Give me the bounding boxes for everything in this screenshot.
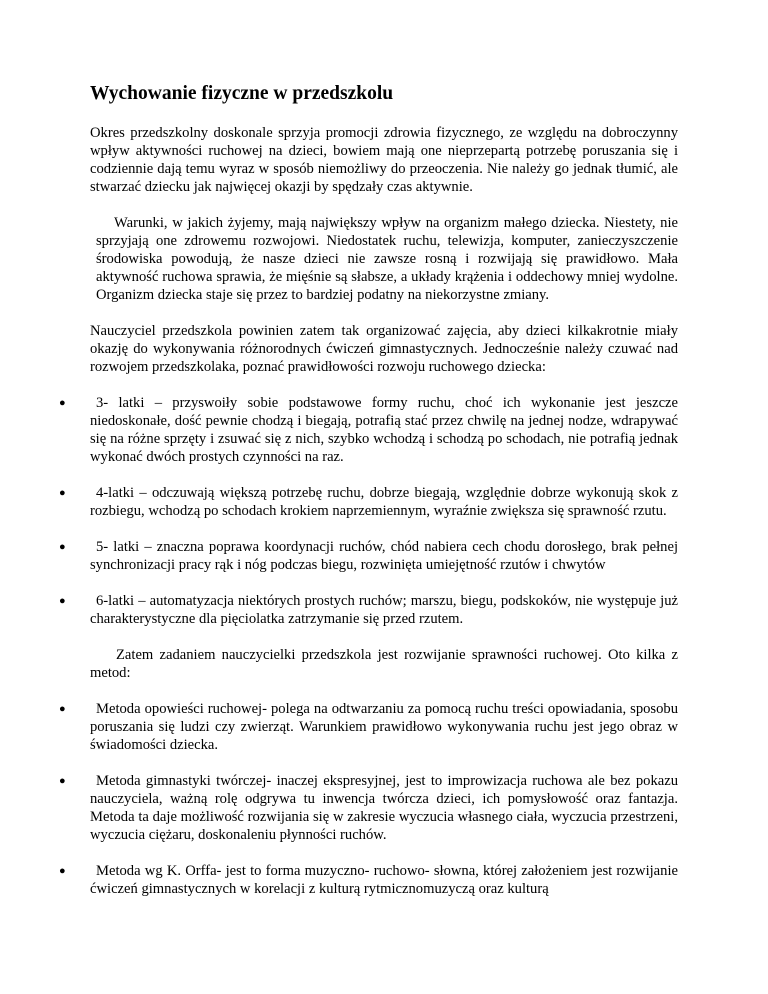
paragraph-intro: Okres przedszkolny doskonale sprzyja promocji zdrowia fizycznego, ze względu na dobroczynny wpływ aktywności ruchowej na dzieci, bowiem mają one nieprzepartą potrzebę poruszania się i codziennie dają temu wyraz w sposób niemożliwy do przeoczenia. Nie należy go jednak tłumić, ale stwarzać dziecku jak najwięcej okazji by spędzały czas aktywnie.: [90, 125, 678, 195]
list-item-text: Metoda opowieści ruchowej- polega na odtwarzaniu za pomocą ruchu treści opowiadania, sposobu poruszania się ludzi czy zwierząt. Warunkiem prawidłowo wykonywania ruchu jest jego obraz w świadomości dziecka.: [90, 701, 678, 753]
list-item: [59, 772, 678, 844]
bullet-icon: ●: [59, 775, 66, 787]
list-item-text: 3- latki – przyswoiły sobie podstawowe formy ruchu, choć ich wykonanie jest jeszcze niedoskonałe, dość pewnie chodzą i biegają, potrafią stać przez chwilę na jednej nodze, wdrapywać się na różne sprzęty i zsuwać się z nich, szybko wchodzą i schodzą po schodach, nie potrafią jednak wykonać dwóch prostych czynności na raz.: [90, 395, 678, 465]
bullet-icon: ●: [59, 703, 66, 715]
age-development-list: [59, 394, 678, 628]
list-item: [59, 862, 678, 898]
bullet-icon: ●: [59, 595, 66, 607]
bullet-icon: ●: [59, 487, 66, 499]
document-title: Wychowanie fizyczne w przedszkolu: [90, 83, 394, 104]
list-item: [59, 394, 678, 466]
bullet-icon: ●: [59, 397, 66, 409]
paragraph-teacher: Nauczyciel przedszkola powinien zatem tak organizować zajęcia, aby dzieci kilkakrotnie miały okazję do wykonywania różnorodnych ćwiczeń gimnastycznych. Jednocześnie należy czuwać nad rozwojem przedszkolaka, poznać prawidłowości rozwoju ruchowego dziecka:: [90, 323, 678, 375]
list-item-text: 6-latki – automatyzacja niektórych prostych ruchów; marszu, biegu, podskoków, nie występuje już charakterystyczne dla pięciolatka zatrzymanie się przed rzutem.: [90, 593, 678, 627]
methods-list: [59, 700, 678, 898]
list-item: [59, 592, 678, 628]
list-item-text: 4-latki – odczuwają większą potrzebę ruchu, dobrze biegają, względnie dobrze wykonują skok z rozbiegu, wchodzą po schodach krokiem naprzemiennym, wyraźnie zwiększa się sprawność rzutu.: [90, 485, 678, 519]
list-item: [59, 484, 678, 520]
paragraph-methods-intro: Zatem zadaniem nauczycielki przedszkola jest rozwijanie sprawności ruchowej. Oto kilka z metod:: [90, 647, 678, 681]
list-item: [59, 538, 678, 574]
paragraph-conditions: Warunki, w jakich żyjemy, mają największy wpływ na organizm małego dziecka. Niestety, nie sprzyjają one zdrowemu rozwojowi. Niedostatek ruchu, telewizja, komputer, zanieczyszczenie środowiska powodują, że nasze dzieci nie zawsze rosną i rozwijają się prawidłowo. Mała aktywność ruchowa sprawia, że mięśnie są słabsze, a układy krążenia i oddechowy mniej wydolne. Organizm dziecka staje się przez to bardziej podatny na niekorzystne zmiany.: [96, 215, 678, 303]
bullet-icon: ●: [59, 865, 66, 877]
list-item-text: Metoda wg K. Orffa- jest to forma muzyczno- ruchowo- słowna, której założeniem jest rozwijanie ćwiczeń gimnastycznych w korelacji z kulturą rytmicznomuzyczą oraz kulturą: [90, 863, 678, 897]
list-item: [59, 700, 678, 754]
bullet-icon: ●: [59, 541, 66, 553]
document-page: [59, 82, 678, 916]
list-item-text: 5- latki – znaczna poprawa koordynacji ruchów, chód nabiera cech chodu dorosłego, brak pełnej synchronizacji pracy rąk i nóg podczas biegu, rozwinięta umiejętność rzutów i chwytów: [90, 539, 678, 573]
list-item-text: Metoda gimnastyki twórczej- inaczej ekspresyjnej, jest to improwizacja ruchowa ale bez pokazu nauczyciela, ważną rolę odgrywa tu inwencja twórcza dzieci, ich pomysłowość oraz fantazja. Metoda ta daje możliwość rozwijania się w zakresie wyczucia własnego ciała, wyczucia przestrzeni, wyczucia ciężaru, doskonaleniu płynności ruchów.: [90, 773, 678, 843]
